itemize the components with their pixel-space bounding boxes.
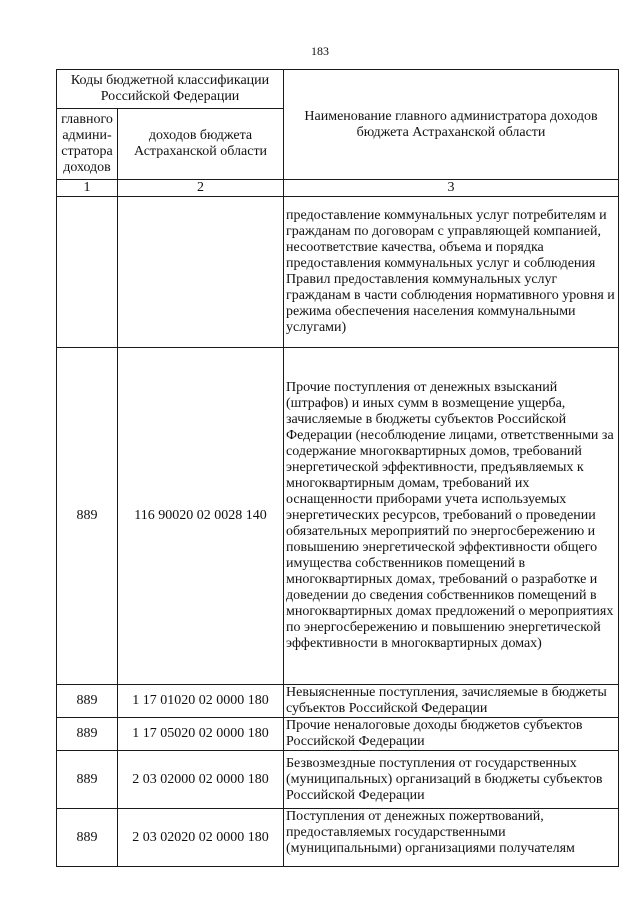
income-code-cell: 1 17 05020 02 0000 180 <box>118 718 284 751</box>
header-row-top <box>57 70 619 109</box>
income-name-cell: предоставление коммунальных услуг потребителям и гражданам по договорам с управляющей компанией, несоответствие качества, объема и порядка предоставления коммунальных услуг и соблюдения Правил предоставления коммунальных услуг гражданам в части соблюдения нормативного уровня и режима обеспечения населения коммунальными услугами) <box>284 197 619 348</box>
admin-code-cell <box>57 197 118 348</box>
income-code-cell: 2 03 02000 02 0000 180 <box>118 751 284 809</box>
column-number-1: 1 <box>57 180 118 197</box>
header-admin-column: главного админи-стратора доходов <box>57 109 118 180</box>
income-name-cell: Невыясненные поступления, зачисляемые в бюджеты субъектов Российской Федерации <box>284 685 619 718</box>
income-name-cell: Поступления от денежных пожертвований, предоставляемых государственными (муниципальными) организациями получателям <box>284 809 619 867</box>
table-row <box>57 685 619 718</box>
column-number-2: 2 <box>118 180 284 197</box>
table-row <box>57 197 619 348</box>
column-number-row <box>57 180 619 197</box>
income-code-cell: 116 90020 02 0028 140 <box>118 348 284 685</box>
income-code-cell: 2 03 02020 02 0000 180 <box>118 809 284 867</box>
income-code-cell <box>118 197 284 348</box>
income-name-cell: Прочие неналоговые доходы бюджетов субъектов Российской Федерации <box>284 718 619 751</box>
table-row <box>57 348 619 685</box>
admin-code-cell: 889 <box>57 718 118 751</box>
table-row <box>57 751 619 809</box>
admin-code-cell: 889 <box>57 809 118 867</box>
admin-code-cell: 889 <box>57 751 118 809</box>
table-row <box>57 718 619 751</box>
admin-code-cell: 889 <box>57 348 118 685</box>
header-income-column: доходов бюджета Астраханской области <box>118 109 284 180</box>
income-name-cell: Прочие поступления от денежных взысканий (штрафов) и иных сумм в возмещение ущерба, зачисляемые в бюджеты субъектов Российской Федерации (несоблюдение лицами, ответственными за содержание многоквартирных домов, требований энергетической эффективности, предъявляемых к многоквартирным домам, требований их оснащенности приборами учета используемых энергетических ресурсов, требований о проведении обязательных мероприятий по энергосбережению и повышению энергетической эффективности общего имущества собственников помещений в многоквартирных домах, требований о разработке и доведении до сведения собственников помещений в многоквартирных домах предложений о мероприятиях по энергосбережению и повышению энергетической эффективности в многоквартирных домах) <box>284 348 619 685</box>
admin-code-cell: 889 <box>57 685 118 718</box>
income-name-cell: Безвозмездные поступления от государственных (муниципальных) организаций в бюджеты субъектов Российской Федерации <box>284 751 619 809</box>
header-name-column: Наименование главного администратора доходов бюджета Астраханской области <box>284 70 619 180</box>
page-number: 183 <box>311 44 329 58</box>
budget-classification-table <box>56 69 619 867</box>
income-code-cell: 1 17 01020 02 0000 180 <box>118 685 284 718</box>
header-codes-group: Коды бюджетной классификации Российской Федерации <box>57 70 284 109</box>
table-row <box>57 809 619 867</box>
column-number-3: 3 <box>284 180 619 197</box>
